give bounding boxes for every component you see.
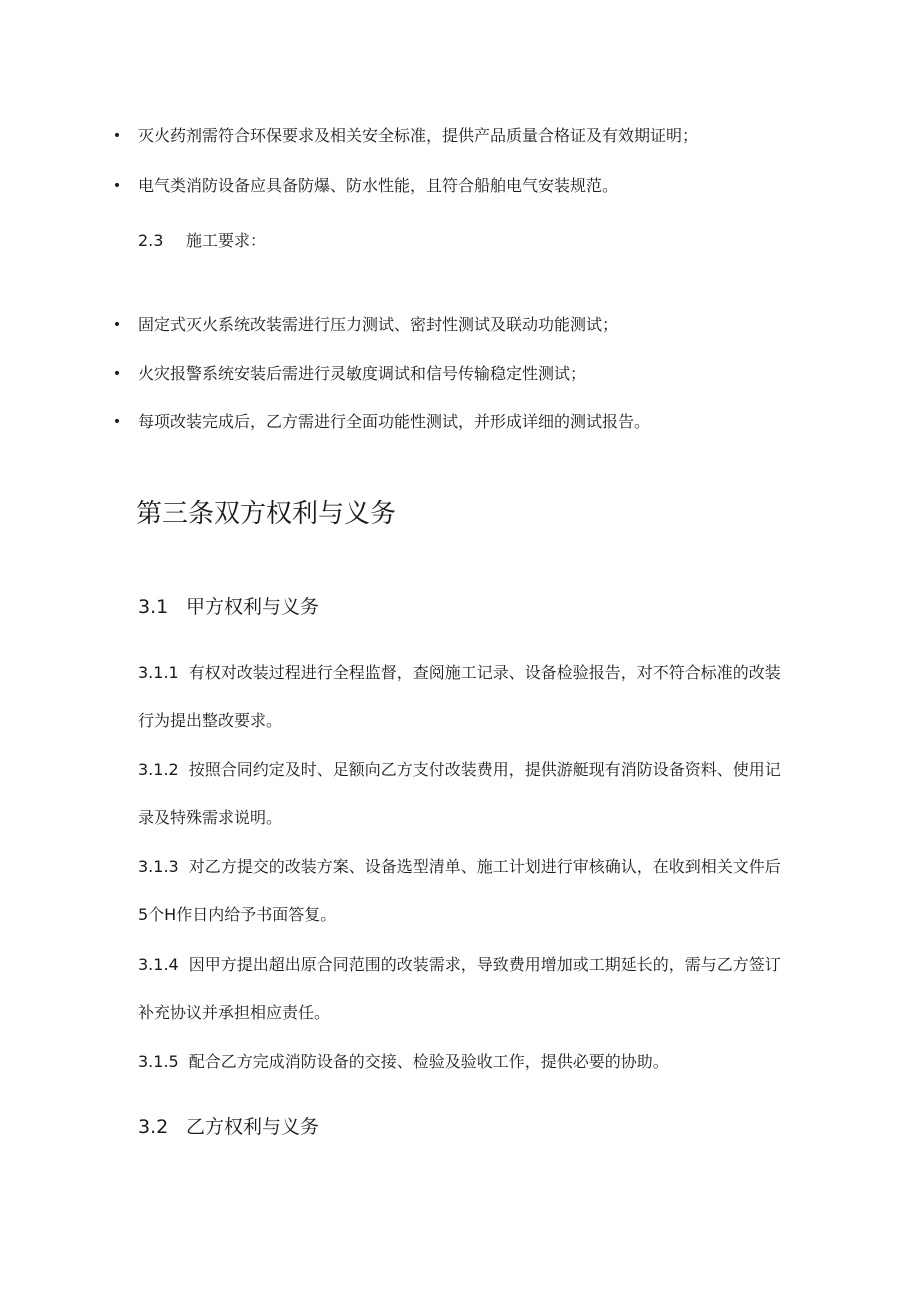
clause-number: 3.1.2	[138, 760, 179, 779]
subheading-3-2	[138, 1113, 319, 1141]
subheading-number: 3.2	[138, 1116, 169, 1138]
subheading-3-1	[138, 593, 319, 621]
clause-number: 3.1.1	[138, 663, 179, 682]
clause-text: 因甲方提出超出原合同范围的改装需求，导致费用增加或工期延长的，需与乙方签订补充协议并承担相应责任。	[138, 955, 781, 1022]
subheading-title: 甲方权利与义务	[186, 596, 320, 618]
subheading-number: 3.1	[138, 596, 169, 618]
clause-3-1-1	[138, 649, 788, 745]
clause-number: 3.1.5	[138, 1052, 179, 1071]
clause-3-1-5	[138, 1038, 788, 1086]
bullet-text: 火灾报警系统安装后需进行灵敏度调试和信号传输稳定性测试；	[138, 364, 587, 383]
bullet-dot: •	[112, 128, 122, 144]
clause-text: 按照合同约定及时、足额向乙方支付改装费用，提供游艇现有消防设备资料、使用记录及特殊需求说明。	[138, 760, 781, 827]
bullet-dot: •	[112, 366, 122, 382]
clause-3-1-3	[138, 843, 788, 939]
clause-3-1-2	[138, 746, 788, 842]
clause-number: 3.1.4	[138, 955, 179, 974]
section-title: 第三条双方权利与义务	[136, 499, 397, 529]
bullet-dot: •	[112, 178, 122, 194]
bullet-text: 灭火药剂需符合环保要求及相关安全标准，提供产品质量合格证及有效期证明；	[138, 126, 699, 145]
subheading-2-3	[138, 229, 266, 253]
clause-number: 3.1.3	[138, 857, 179, 876]
subheading-title: 施工要求：	[186, 231, 267, 250]
clause-text: 配合乙方完成消防设备的交接、检验及验收工作，提供必要的协助。	[188, 1052, 669, 1071]
subheading-number: 2.3	[138, 231, 164, 250]
clause-text: 有权对改装过程进行全程监督，查阅施工记录、设备检验报告，对不符合标准的改装行为提出整改要求。	[138, 663, 781, 730]
bullet-dot: •	[112, 317, 122, 333]
bullet-text: 每项改装完成后，乙方需进行全面功能性测试，并形成详细的测试报告。	[138, 412, 651, 431]
bullet-text: 固定式灭火系统改装需进行压力测试、密封性测试及联动功能测试；	[138, 315, 619, 334]
subheading-title: 乙方权利与义务	[186, 1116, 320, 1138]
bullet-text: 电气类消防设备应具备防爆、防水性能，且符合船舶电气安装规范。	[138, 176, 619, 195]
clause-3-1-4	[138, 941, 788, 1037]
clause-text: 对乙方提交的改装方案、设备选型清单、施工计划进行审核确认，在收到相关文件后5个H作日内给予书面答复。	[138, 857, 781, 924]
bullet-dot: •	[112, 414, 122, 430]
